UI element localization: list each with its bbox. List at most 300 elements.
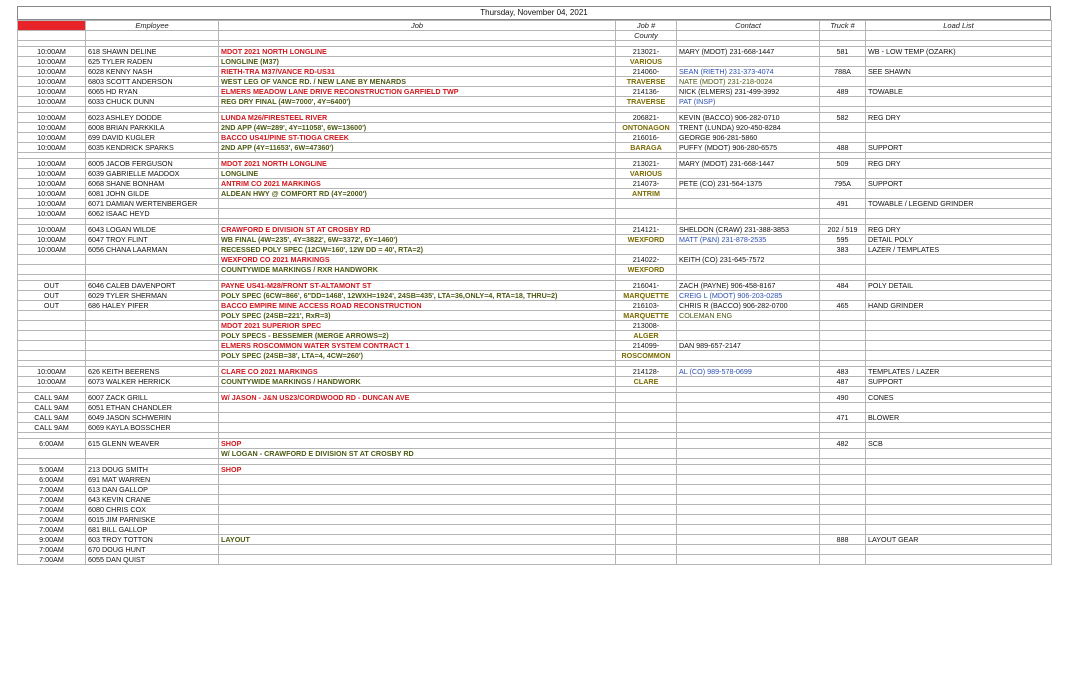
load-cell — [866, 57, 1052, 67]
job-cell: COUNTYWIDE MARKINGS / HANDWORK — [219, 377, 616, 387]
load-cell: HAND GRINDER — [866, 301, 1052, 311]
truck-cell: 490 — [820, 393, 866, 403]
employee-cell — [86, 255, 219, 265]
time-cell: 10:00AM — [18, 235, 86, 245]
employee-cell: 613 DAN GALLOP — [86, 485, 219, 495]
jobno-cell — [616, 495, 677, 505]
employee-cell: 643 KEVIN CRANE — [86, 495, 219, 505]
load-cell: WB - LOW TEMP (OZARK) — [866, 47, 1052, 57]
table-row — [18, 331, 1052, 341]
time-cell: 10:00AM — [18, 97, 86, 107]
job-cell: MDOT 2021 NORTH LONGLINE — [219, 47, 616, 57]
table-row — [18, 439, 1052, 449]
truck-cell — [820, 57, 866, 67]
job-cell: COUNTYWIDE MARKINGS / RXR HANDWORK — [219, 265, 616, 275]
table-row — [18, 393, 1052, 403]
employee-cell: 213 DOUG SMITH — [86, 465, 219, 475]
employee-cell: 6073 WALKER HERRICK — [86, 377, 219, 387]
truck-cell: 788A — [820, 67, 866, 77]
jobno-cell — [616, 199, 677, 209]
jobno-cell: CLARE — [616, 377, 677, 387]
truck-cell: 595 — [820, 235, 866, 245]
time-cell: 10:00AM — [18, 87, 86, 97]
truck-cell — [820, 475, 866, 485]
job-cell: MDOT 2021 NORTH LONGLINE — [219, 159, 616, 169]
job-cell: POLY SPEC (6CW=866', 6"DD=1468', 12WXH=1924', 24SB=435', LTA=36,ONLY=4, RTA=18, THRU=2) — [219, 291, 616, 301]
job-cell: ELMERS MEADOW LANE DRIVE RECONSTRUCTION GARFIELD TWP — [219, 87, 616, 97]
truck-cell — [820, 351, 866, 361]
employee-cell: 6039 GABRIELLE MADDOX — [86, 169, 219, 179]
employee-cell: 6049 JASON SCHWERIN — [86, 413, 219, 423]
job-cell: SHOP — [219, 439, 616, 449]
load-cell — [866, 255, 1052, 265]
truck-cell: 465 — [820, 301, 866, 311]
jobno-cell: TRAVERSE — [616, 77, 677, 87]
truck-cell: 202 / 519 — [820, 225, 866, 235]
load-cell: SUPPORT — [866, 179, 1052, 189]
load-cell: REG DRY — [866, 159, 1052, 169]
jobno-cell: 216016- — [616, 133, 677, 143]
job-cell: LAYOUT — [219, 535, 616, 545]
table-row — [18, 301, 1052, 311]
time-cell: OUT — [18, 291, 86, 301]
employee-cell — [86, 449, 219, 459]
time-cell: 10:00AM — [18, 143, 86, 153]
employee-cell: 6046 CALEB DAVENPORT — [86, 281, 219, 291]
employee-cell: 6803 SCOTT ANDERSON — [86, 77, 219, 87]
employee-cell: 6043 LOGAN WILDE — [86, 225, 219, 235]
truck-cell — [820, 331, 866, 341]
time-cell: CALL 9AM — [18, 423, 86, 433]
table-row — [18, 67, 1052, 77]
employee-cell: 6015 JIM PARNISKE — [86, 515, 219, 525]
time-cell — [18, 321, 86, 331]
employee-header: Employee — [86, 21, 219, 31]
contact-cell: NICK (ELMERS) 231-499-3992 — [677, 87, 820, 97]
time-cell — [18, 351, 86, 361]
employee-cell: 6062 ISAAC HEYD — [86, 209, 219, 219]
time-cell: 7:00AM — [18, 505, 86, 515]
time-cell — [18, 449, 86, 459]
truck-cell — [820, 495, 866, 505]
table-row — [18, 475, 1052, 485]
time-cell: 10:00AM — [18, 189, 86, 199]
load-cell: LAYOUT GEAR — [866, 535, 1052, 545]
time-cell: 10:00AM — [18, 77, 86, 87]
table-row — [18, 321, 1052, 331]
employee-cell: 686 HALEY PIFER — [86, 301, 219, 311]
contact-cell: COLEMAN ENG — [677, 311, 820, 321]
job-cell — [219, 199, 616, 209]
schedule-table — [17, 20, 1052, 565]
job-cell: ANTRIM CO 2021 MARKINGS — [219, 179, 616, 189]
load-cell — [866, 495, 1052, 505]
job-cell: LONGLINE — [219, 169, 616, 179]
employee-cell: 6033 CHUCK DUNN — [86, 97, 219, 107]
job-cell: W/ JASON - J&N US23/CORDWOOD RD - DUNCAN AVE — [219, 393, 616, 403]
load-cell — [866, 321, 1052, 331]
employee-cell: 6056 CHANA LAARMAN — [86, 245, 219, 255]
time-cell: 10:00AM — [18, 57, 86, 67]
truck-cell — [820, 403, 866, 413]
jobno-cell — [616, 465, 677, 475]
jobno-cell: MARQUETTE — [616, 311, 677, 321]
employee-cell: 618 SHAWN DELINE — [86, 47, 219, 57]
truck-cell: 509 — [820, 159, 866, 169]
job-cell: CRAWFORD E DIVISION ST AT CROSBY RD — [219, 225, 616, 235]
contact-cell: PETE (CO) 231-564-1375 — [677, 179, 820, 189]
time-cell: 10:00AM — [18, 199, 86, 209]
jobno-cell — [616, 555, 677, 565]
jobno-cell: 213008- — [616, 321, 677, 331]
truck-cell — [820, 133, 866, 143]
jobno-cell — [616, 393, 677, 403]
truck-cell: 484 — [820, 281, 866, 291]
table-row — [18, 159, 1052, 169]
employee-cell: 6029 TYLER SHERMAN — [86, 291, 219, 301]
jobno-cell: 214099- — [616, 341, 677, 351]
table-row — [18, 189, 1052, 199]
load-cell — [866, 77, 1052, 87]
load-cell: TOWABLE — [866, 87, 1052, 97]
table-row — [18, 449, 1052, 459]
contact-cell — [677, 495, 820, 505]
employee-cell: 6068 SHANE BONHAM — [86, 179, 219, 189]
contact-cell — [677, 189, 820, 199]
employee-cell — [86, 265, 219, 275]
load-cell: SUPPORT — [866, 143, 1052, 153]
load-cell — [866, 423, 1052, 433]
truck-cell — [820, 423, 866, 433]
jobno-cell — [616, 535, 677, 545]
load-cell — [866, 475, 1052, 485]
county-header: County — [616, 31, 677, 41]
time-cell: 7:00AM — [18, 485, 86, 495]
jobno-cell: 216041- — [616, 281, 677, 291]
table-row — [18, 209, 1052, 219]
job-cell — [219, 423, 616, 433]
load-cell: POLY DETAIL — [866, 281, 1052, 291]
contact-cell — [677, 377, 820, 387]
truck-cell: 383 — [820, 245, 866, 255]
job-cell: RIETH-TRA M37/VANCE RD-US31 — [219, 67, 616, 77]
contact-cell: MARY (MDOT) 231-668-1447 — [677, 159, 820, 169]
time-cell: CALL 9AM — [18, 413, 86, 423]
time-cell: OUT — [18, 301, 86, 311]
time-cell: 10:00AM — [18, 47, 86, 57]
truck-cell: 483 — [820, 367, 866, 377]
table-row — [18, 413, 1052, 423]
load-cell: TEMPLATES / LAZER — [866, 367, 1052, 377]
job-cell — [219, 475, 616, 485]
contact-cell: TRENT (LUNDA) 920-450-8284 — [677, 123, 820, 133]
time-cell: 6:00AM — [18, 475, 86, 485]
truck-cell — [820, 515, 866, 525]
time-cell: 10:00AM — [18, 123, 86, 133]
jobno-cell: 213021- — [616, 159, 677, 169]
load-cell — [866, 331, 1052, 341]
jobno-cell: ONTONAGON — [616, 123, 677, 133]
contact-cell — [677, 199, 820, 209]
employee-cell: 603 TROY TOTTON — [86, 535, 219, 545]
table-row — [18, 143, 1052, 153]
contact-cell — [677, 413, 820, 423]
jobno-cell — [616, 209, 677, 219]
job-cell — [219, 495, 616, 505]
jobno-cell — [616, 525, 677, 535]
truck-cell — [820, 525, 866, 535]
time-cell: 10:00AM — [18, 113, 86, 123]
load-cell — [866, 123, 1052, 133]
time-cell — [18, 341, 86, 351]
header-row — [18, 21, 1052, 31]
job-cell — [219, 403, 616, 413]
time-cell: 10:00AM — [18, 377, 86, 387]
schedule-sheet — [17, 6, 1051, 565]
truck-cell: 888 — [820, 535, 866, 545]
truck-cell — [820, 169, 866, 179]
jobno-cell — [616, 475, 677, 485]
employee-cell: 625 TYLER RADEN — [86, 57, 219, 67]
contact-cell — [677, 265, 820, 275]
contact-cell: CHRIS R (BACCO) 906-282-0700 — [677, 301, 820, 311]
contact-cell — [677, 515, 820, 525]
contact-cell: GEORGE 906-281-5860 — [677, 133, 820, 143]
contact-cell: PAT (INSP) — [677, 97, 820, 107]
jobno-cell: 206821- — [616, 113, 677, 123]
table-row — [18, 123, 1052, 133]
load-cell: REG DRY — [866, 113, 1052, 123]
employee-cell: 6069 KAYLA BOSSCHER — [86, 423, 219, 433]
time-cell: 6:00AM — [18, 439, 86, 449]
employee-cell: 6071 DAMIAN WERTENBERGER — [86, 199, 219, 209]
truck-cell — [820, 123, 866, 133]
load-cell: LAZER / TEMPLATES — [866, 245, 1052, 255]
table-row — [18, 97, 1052, 107]
contact-cell — [677, 505, 820, 515]
truck-cell: 795A — [820, 179, 866, 189]
table-row — [18, 169, 1052, 179]
load-cell — [866, 97, 1052, 107]
contact-cell — [677, 439, 820, 449]
time-cell: 10:00AM — [18, 133, 86, 143]
jobno-header: Job # — [616, 21, 677, 31]
job-cell — [219, 485, 616, 495]
job-cell: MDOT 2021 SUPERIOR SPEC — [219, 321, 616, 331]
employee-cell: 626 KEITH BEERENS — [86, 367, 219, 377]
truck-cell — [820, 341, 866, 351]
job-cell — [219, 525, 616, 535]
employee-cell: 615 GLENN WEAVER — [86, 439, 219, 449]
load-cell — [866, 169, 1052, 179]
load-cell — [866, 189, 1052, 199]
contact-cell: KEITH (CO) 231-645-7572 — [677, 255, 820, 265]
job-cell: WEXFORD CO 2021 MARKINGS — [219, 255, 616, 265]
job-header: Job — [219, 21, 616, 31]
table-row — [18, 113, 1052, 123]
employee-cell: 681 BILL GALLOP — [86, 525, 219, 535]
table-row — [18, 255, 1052, 265]
table-row — [18, 495, 1052, 505]
jobno-cell: TRAVERSE — [616, 97, 677, 107]
truck-cell — [820, 265, 866, 275]
job-cell: REG DRY FINAL (4W=7000', 4Y=6400') — [219, 97, 616, 107]
table-row — [18, 545, 1052, 555]
contact-cell — [677, 555, 820, 565]
truck-cell: 487 — [820, 377, 866, 387]
employee-cell: 6081 JOHN GILDE — [86, 189, 219, 199]
contact-cell: SEAN (RIETH) 231-373-4074 — [677, 67, 820, 77]
contact-cell: DAN 989-657-2147 — [677, 341, 820, 351]
table-row — [18, 87, 1052, 97]
jobno-cell: VARIOUS — [616, 169, 677, 179]
contact-cell — [677, 209, 820, 219]
contact-cell — [677, 57, 820, 67]
contact-cell: CREIG L (MDOT) 906-203-0285 — [677, 291, 820, 301]
employee-cell: 6023 ASHLEY DODDE — [86, 113, 219, 123]
contact-cell: MATT (P&N) 231-878-2535 — [677, 235, 820, 245]
jobno-cell — [616, 413, 677, 423]
contact-cell — [677, 403, 820, 413]
job-cell: LUNDA M26/FIRESTEEL RIVER — [219, 113, 616, 123]
truck-cell — [820, 311, 866, 321]
jobno-cell: ROSCOMMON — [616, 351, 677, 361]
contact-cell — [677, 393, 820, 403]
job-cell: BACCO US41/PINE ST-TIOGA CREEK — [219, 133, 616, 143]
job-cell: 2ND APP (4W=289', 4Y=11058', 6W=13600') — [219, 123, 616, 133]
job-cell — [219, 209, 616, 219]
schedule-rows — [18, 41, 1052, 565]
employee-cell — [86, 351, 219, 361]
job-cell: W/ LOGAN - CRAWFORD E DIVISION ST AT CROSBY RD — [219, 449, 616, 459]
load-cell: SUPPORT — [866, 377, 1052, 387]
job-cell — [219, 555, 616, 565]
truck-cell — [820, 291, 866, 301]
time-cell: OUT — [18, 281, 86, 291]
load-cell — [866, 545, 1052, 555]
employee-cell: 6008 BRIAN PARKKILA — [86, 123, 219, 133]
job-cell — [219, 515, 616, 525]
table-row — [18, 351, 1052, 361]
job-cell: BACCO EMPIRE MINE ACCESS ROAD RECONSTRUCTION — [219, 301, 616, 311]
time-cell: 10:00AM — [18, 159, 86, 169]
table-row — [18, 515, 1052, 525]
job-cell: SHOP — [219, 465, 616, 475]
employee-cell: 6028 KENNY NASH — [86, 67, 219, 77]
time-cell: 7:00AM — [18, 495, 86, 505]
load-cell: REG DRY — [866, 225, 1052, 235]
truck-cell — [820, 449, 866, 459]
schedule-date: Thursday, November 04, 2021 — [17, 6, 1051, 20]
employee-cell — [86, 311, 219, 321]
load-cell — [866, 403, 1052, 413]
job-cell — [219, 505, 616, 515]
job-cell: 2ND APP (4Y=11653', 6W=47360') — [219, 143, 616, 153]
table-row — [18, 199, 1052, 209]
job-cell: WB FINAL (4W=235', 4Y=3822', 6W=3372', 6Y=1460') — [219, 235, 616, 245]
employee-cell: 691 MAT WARREN — [86, 475, 219, 485]
employee-cell: 6047 TROY FLINT — [86, 235, 219, 245]
employee-cell: 670 DOUG HUNT — [86, 545, 219, 555]
table-row — [18, 179, 1052, 189]
job-cell: POLY SPEC (24SB=38', LTA=4, 4CW=260') — [219, 351, 616, 361]
contact-cell — [677, 321, 820, 331]
employee-cell: 699 DAVID KUGLER — [86, 133, 219, 143]
contact-cell — [677, 245, 820, 255]
time-cell — [18, 265, 86, 275]
load-header: Load List — [866, 21, 1052, 31]
employee-cell — [86, 341, 219, 351]
jobno-cell — [616, 485, 677, 495]
time-cell: 10:00AM — [18, 179, 86, 189]
table-row — [18, 403, 1052, 413]
load-cell: SEE SHAWN — [866, 67, 1052, 77]
load-cell — [866, 515, 1052, 525]
time-cell — [18, 311, 86, 321]
table-row — [18, 225, 1052, 235]
employee-cell — [86, 331, 219, 341]
truck-cell — [820, 545, 866, 555]
table-row — [18, 367, 1052, 377]
jobno-cell: WEXFORD — [616, 265, 677, 275]
contact-cell — [677, 485, 820, 495]
employee-cell: 6065 HD RYAN — [86, 87, 219, 97]
job-cell: PAYNE US41-M28/FRONT ST-ALTAMONT ST — [219, 281, 616, 291]
job-cell: ALDEAN HWY @ COMFORT RD (4Y=2000') — [219, 189, 616, 199]
jobno-cell: 214022- — [616, 255, 677, 265]
jobno-cell — [616, 423, 677, 433]
table-row — [18, 245, 1052, 255]
truck-cell: 491 — [820, 199, 866, 209]
jobno-cell: MARQUETTE — [616, 291, 677, 301]
load-cell — [866, 341, 1052, 351]
truck-cell — [820, 97, 866, 107]
time-cell: 7:00AM — [18, 525, 86, 535]
contact-header: Contact — [677, 21, 820, 31]
time-cell: 10:00AM — [18, 209, 86, 219]
time-cell — [18, 255, 86, 265]
employee-cell — [86, 321, 219, 331]
load-cell: SCB — [866, 439, 1052, 449]
truck-cell — [820, 321, 866, 331]
load-cell — [866, 351, 1052, 361]
jobno-cell — [616, 545, 677, 555]
contact-cell: ZACH (PAYNE) 906-458-8167 — [677, 281, 820, 291]
jobno-cell — [616, 449, 677, 459]
time-cell — [18, 331, 86, 341]
load-cell — [866, 133, 1052, 143]
contact-cell — [677, 449, 820, 459]
job-cell — [219, 413, 616, 423]
load-cell: BLOWER — [866, 413, 1052, 423]
jobno-cell: 214073- — [616, 179, 677, 189]
load-cell — [866, 311, 1052, 321]
contact-cell — [677, 545, 820, 555]
job-cell: RECESSED POLY SPEC (12CW=160', 12W DD = 40', RTA=2) — [219, 245, 616, 255]
jobno-cell — [616, 403, 677, 413]
time-cell: CALL 9AM — [18, 393, 86, 403]
job-cell: LONGLINE (M37) — [219, 57, 616, 67]
job-cell: POLY SPECS - BESSEMER (MERGE ARROWS=2) — [219, 331, 616, 341]
load-cell — [866, 505, 1052, 515]
jobno-cell: 213021- — [616, 47, 677, 57]
table-row — [18, 485, 1052, 495]
truck-cell: 582 — [820, 113, 866, 123]
employee-cell: 6051 ETHAN CHANDLER — [86, 403, 219, 413]
jobno-cell — [616, 245, 677, 255]
truck-cell — [820, 255, 866, 265]
table-row — [18, 77, 1052, 87]
